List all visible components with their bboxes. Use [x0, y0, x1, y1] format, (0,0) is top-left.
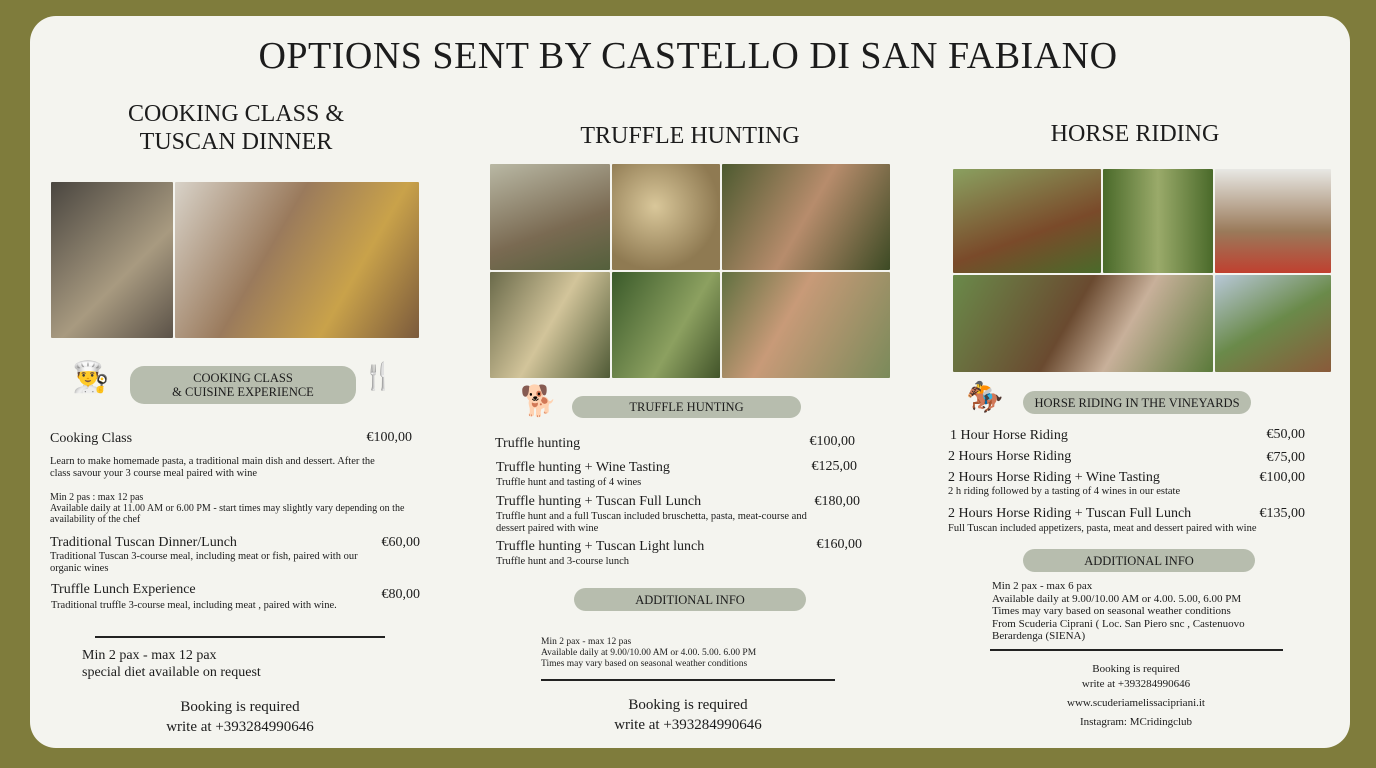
item-note: Min 2 pas : max 12 pas Available daily at 11.00 AM or 6.00 PM - start times may slightly vary depending on the availability of the chef — [50, 492, 405, 525]
booking-text: Booking is required — [180, 699, 300, 715]
group-ride-photo — [1215, 275, 1331, 372]
item-name: Truffle hunting + Tuscan Light lunch — [496, 539, 705, 554]
info-line: Min 2 pax - max 12 pax — [82, 648, 217, 663]
divider — [95, 636, 385, 638]
item-name: Truffle hunting + Tuscan Full Lunch — [496, 494, 702, 509]
item-desc: 2 h riding followed by a tasting of 4 wines in our estate — [948, 486, 1181, 497]
cooking-booking — [90, 697, 390, 737]
cooking-heading — [86, 100, 386, 156]
horse-closeup-photo — [953, 275, 1213, 372]
horse-pill: HORSE RIDING IN THE VINEYARDS — [1023, 391, 1251, 414]
item-name: 2 Hours Horse Riding — [948, 449, 1072, 464]
cooking-photo-collage — [51, 182, 419, 338]
info-line: Min 2 pax - max 12 pas — [541, 637, 632, 647]
instagram-handle[interactable]: Instagram: MCridingclub — [1079, 716, 1193, 728]
item-desc: Traditional truffle 3-course meal, including meat , paired with wine. — [51, 600, 337, 611]
horse-photo-collage — [953, 169, 1331, 372]
item-price: €75,00 — [1266, 450, 1305, 465]
item-price: €125,00 — [811, 459, 857, 474]
item-price: €60,00 — [381, 535, 420, 550]
contact-phone[interactable]: write at +393284990646 — [1081, 678, 1191, 690]
pasta-machine-photo — [51, 182, 173, 338]
truffle-group-photo — [722, 272, 890, 378]
hunter-dog-icon: 🐕 — [520, 384, 558, 419]
horse-info — [992, 580, 1292, 643]
cooking-pill — [130, 366, 356, 404]
truffle-booking — [538, 695, 838, 735]
item-name: 1 Hour Horse Riding — [950, 428, 1068, 443]
item-price: €160,00 — [816, 537, 862, 552]
info-line: Min 2 pax - max 6 pax — [992, 580, 1093, 592]
info-line: special diet available on request — [82, 665, 261, 680]
item-price: €100,00 — [809, 434, 855, 449]
cooking-pill-line2: & CUISINE EXPERIENCE — [172, 385, 314, 399]
booking-text: Booking is required — [1092, 663, 1180, 675]
divider — [541, 679, 835, 681]
horse-heading: HORSE RIDING — [1050, 121, 1220, 147]
utensils-icon: 🍴 — [362, 362, 395, 392]
horses-poppies-photo — [1215, 169, 1331, 273]
cooking-heading-line1: COOKING CLASS & — [127, 101, 345, 127]
info-line: Times may vary based on seasonal weather conditions — [992, 605, 1231, 617]
truffle-pill: TRUFFLE HUNTING — [572, 396, 801, 418]
item-name: Truffle hunting — [495, 436, 581, 451]
truffle-info — [541, 637, 756, 670]
item-desc: Truffle hunt and tasting of 4 wines — [496, 477, 642, 488]
truffle-smell-photo — [722, 164, 890, 270]
item-desc: Truffle hunt and 3-course lunch — [496, 556, 629, 567]
horse-booking — [986, 662, 1286, 730]
cooking-heading-line2: TUSCAN DINNER — [139, 129, 333, 155]
additional-info-pill: ADDITIONAL INFO — [574, 588, 806, 611]
cooking-info — [82, 647, 261, 681]
website-link[interactable]: www.scuderiamelissacipriani.it — [1067, 697, 1205, 709]
truffle-heading: TRUFFLE HUNTING — [580, 123, 800, 149]
info-line: Available daily at 9.00/10.00 AM or 4.00. 5.00. 6.00 PM — [541, 648, 757, 658]
horse-rider-icon: 🏇 — [966, 380, 1004, 415]
contact-phone[interactable]: write at +393284990646 — [166, 719, 314, 735]
item-desc: Truffle hunt and a full Tuscan included bruschetta, pasta, meat-course and dessert paired with wine — [496, 511, 807, 534]
rider-photo — [953, 169, 1101, 273]
truffle-basket-photo — [490, 272, 610, 378]
item-price: €80,00 — [381, 587, 420, 602]
item-desc: Learn to make homemade pasta, a traditional main dish and dessert. After the class savour your 3 course meal paired with wine — [50, 456, 375, 479]
item-price: €135,00 — [1259, 506, 1305, 521]
item-price: €180,00 — [814, 494, 860, 509]
truffle-photo-collage — [490, 164, 890, 378]
page-title: OPTIONS SENT BY CASTELLO DI SAN FABIANO — [258, 35, 1118, 77]
contact-phone[interactable]: write at +393284990646 — [614, 717, 762, 733]
item-desc: Traditional Tuscan 3-course meal, including meat or fish, paired with our organic wines — [50, 551, 358, 574]
item-name: Traditional Tuscan Dinner/Lunch — [50, 535, 237, 550]
chef-icon: 👨‍🍳 — [72, 360, 110, 395]
item-price: €100,00 — [1259, 470, 1305, 485]
item-name: Truffle Lunch Experience — [51, 582, 196, 597]
item-name: 2 Hours Horse Riding + Wine Tasting — [948, 470, 1160, 485]
item-name: Cooking Class — [50, 431, 133, 446]
item-name: 2 Hours Horse Riding + Tuscan Full Lunch — [948, 506, 1192, 521]
divider — [990, 649, 1283, 651]
item-name: Truffle hunting + Wine Tasting — [496, 460, 670, 475]
booking-text: Booking is required — [628, 697, 748, 713]
truffle-dog-photo — [490, 164, 610, 270]
item-price: €100,00 — [366, 430, 412, 445]
cooking-class-photo — [175, 182, 419, 338]
vineyard-rider-photo — [1103, 169, 1213, 273]
item-desc: Full Tuscan included appetizers, pasta, meat and dessert paired with wine — [948, 523, 1257, 534]
additional-info-pill: ADDITIONAL INFO — [1023, 549, 1255, 572]
item-price: €50,00 — [1266, 427, 1305, 442]
cooking-pill-line1: COOKING CLASS — [193, 371, 293, 385]
truffles-photo — [612, 164, 720, 270]
info-line: Available daily at 9.00/10.00 AM or 4.00. 5.00, 6.00 PM — [992, 592, 1242, 605]
info-line: From Scuderia Ciprani ( Loc. San Piero snc , Castenuovo Berardenga (SIENA) — [992, 617, 1245, 642]
truffle-hand-photo — [612, 272, 720, 378]
info-line: Times may vary based on seasonal weather conditions — [541, 659, 748, 669]
